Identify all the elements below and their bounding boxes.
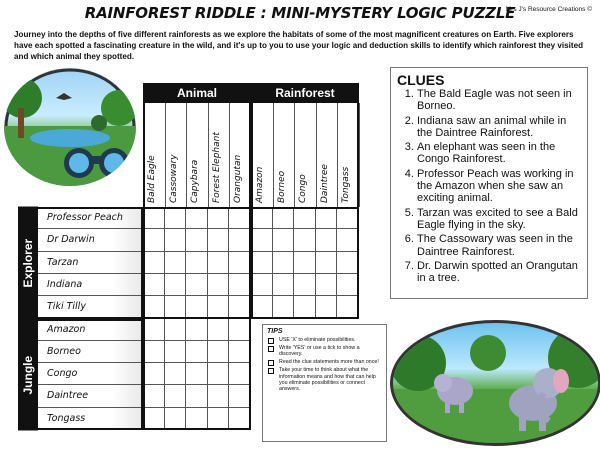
animal-header: Animal: [143, 83, 251, 103]
tips-box: [262, 324, 387, 442]
clue-item: 1. The Bald Eagle was not seen in Borneo.: [417, 88, 581, 113]
explorer-row-label: Tarzan: [38, 252, 143, 274]
clues-heading: CLUES: [397, 72, 445, 88]
animal-column-label: Orangutan: [233, 154, 244, 203]
explorer-row-label: Tiki Tilly: [38, 296, 143, 318]
animal-column-label: Forest Elephant: [211, 132, 222, 203]
clues-box: [390, 67, 588, 299]
animal-column-label: Cassowary: [168, 154, 179, 203]
credit-text: Mrs J's Resource Creations ©: [505, 6, 592, 13]
jungle-row-label: Borneo: [38, 341, 143, 363]
grid-line: [359, 103, 360, 207]
jungle-row-label: Tongass: [38, 408, 143, 430]
explorer-row-label: Indiana: [38, 274, 143, 296]
jungle-row-label: Daintree: [38, 385, 143, 407]
tip-item: Write 'YES' or use a tick to show a discovery.: [267, 345, 382, 358]
jungle-row-label: Amazon: [38, 319, 143, 341]
rainforest-column-label: Congo: [298, 174, 309, 203]
tip-item: USE 'X' to eliminate possibilities.: [267, 337, 382, 343]
tip-item: Read the clue statements more than once!: [267, 359, 382, 365]
clue-list: [397, 88, 581, 284]
rainforest-column-label: Amazon: [255, 166, 265, 203]
page-title: RAINFOREST RIDDLE : MINI-MYSTERY LOGIC PUZZLE: [84, 4, 516, 22]
rainforest-column-label: Borneo: [276, 170, 287, 203]
clue-item: 3. An elephant was seen in the Congo Rainforest.: [417, 141, 581, 166]
clue-item: 2. Indiana saw an animal while in the Daintree Rainforest.: [417, 115, 581, 140]
tips-list: [267, 337, 382, 393]
explorer-row-label: Professor Peach: [38, 207, 143, 229]
grid-block-border: [18, 207, 143, 319]
animal-column-label: Capybara: [190, 159, 201, 203]
rainforest-column-label: Daintree: [319, 164, 330, 203]
jungle-elephants-image: [390, 320, 600, 446]
grid-block-border: [143, 207, 359, 319]
intro-paragraph: Journey into the depths of five different rainforests as we explore the habitats of some of the most magnificent creatures on Earth. Five explorers have each spotted a fascinating creature in the wild, and it's up to you to use your logic and deduction skills to identify which rainforest they visited and which animal they spotted.: [14, 30, 584, 61]
clue-item: 4. Professor Peach was working in the Amazon when she saw an exciting animal.: [417, 168, 581, 205]
tip-item: Take your time to think about what the information means and how that can help you eliminate possibilities or connect answers.: [267, 367, 382, 393]
tips-heading: TIPS: [267, 328, 283, 335]
rainforest-column-label: Tongass: [341, 166, 352, 203]
clue-item: 7. Dr. Darwin spotted an Orangutan in a tree.: [417, 260, 581, 285]
jungle-side-header: Jungle: [18, 319, 38, 431]
clue-item: 6. The Cassowary was seen in the Daintree Rainforest.: [417, 233, 581, 258]
clue-item: 5. Tarzan was excited to see a Bald Eagle flying in the sky.: [417, 207, 581, 232]
explorer-side-header: Explorer: [18, 207, 38, 319]
jungle-row-label: Congo: [38, 363, 143, 385]
animal-column-label: Bald Eagle: [147, 155, 157, 203]
explorer-row-label: Dr Darwin: [38, 229, 143, 251]
rainforest-header: Rainforest: [251, 83, 359, 103]
grid-block-border: [18, 319, 143, 431]
